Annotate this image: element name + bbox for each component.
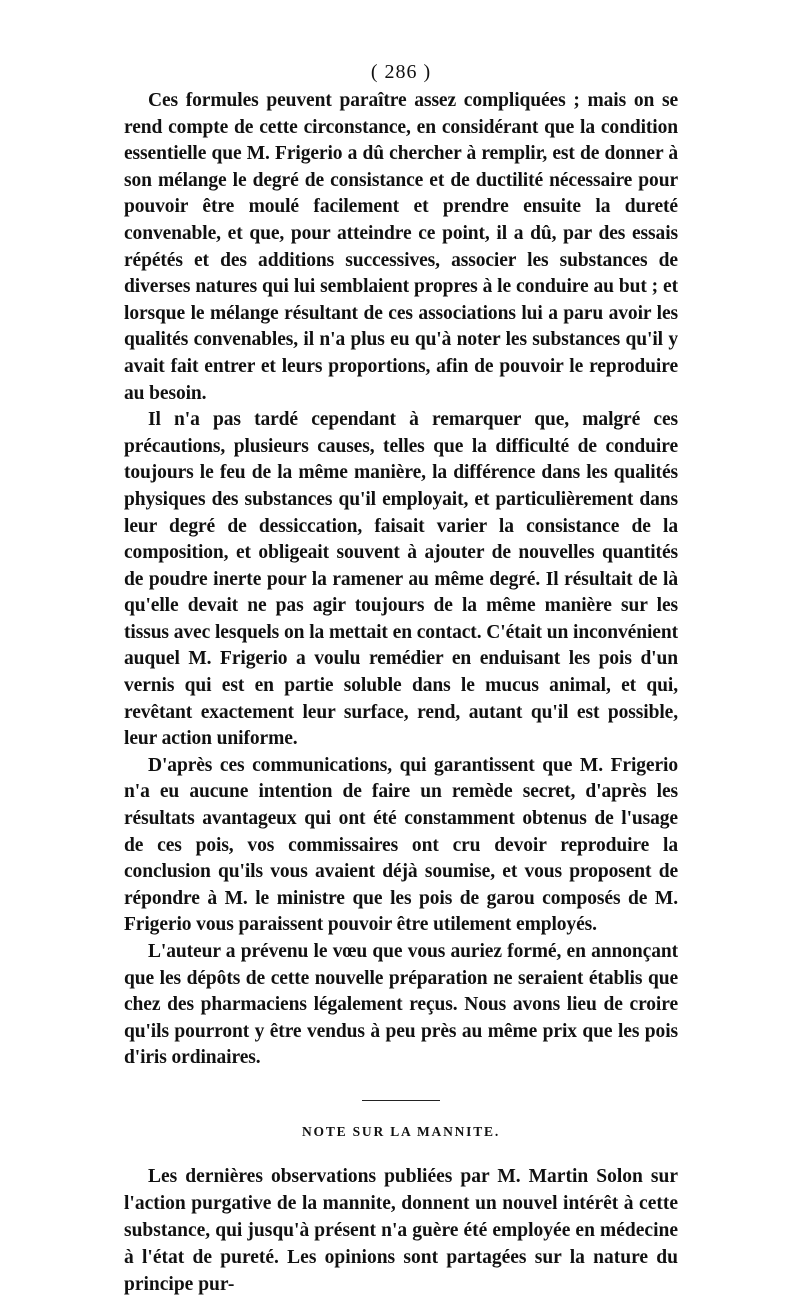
page-number: ( 286 ) [370,61,432,83]
paragraph-2: Il n'a pas tardé cependant à remarquer que, malgré ces précautions, plusieurs causes, telles que la difficulté de conduire toujours le feu de la même manière, la différence dans les qualités physiques des substances qu'il employait, et particulièrement dans leur degré de dessiccation, faisait varier la consistance de la composition, et obligeait souvent à ajouter de nouvelles quantités de poudre inerte pour la ramener au même degré. Il résultait de là qu'elle devait ne pas agir toujours de la même manière sur les tissus avec lesquels on la mettait en contact. C'était un inconvénient auquel M. Frigerio a voulu remédier en enduisant les pois d'un vernis qui est en partie soluble dans le mucus animal, et qui, revêtant exactement leur surface, rend, autant qu'il est possible, leur action uniforme. [124,409,678,750]
paragraph-3: D'après ces communications, qui garantissent que M. Frigerio n'a eu aucune intention de faire un remède secret, d'après les résultats avantageux qui ont été constamment obtenus de l'usage de ces pois, vos commissaires ont cru devoir reproduire la conclusion qu'ils vous avaient déjà soumise, et vous proposent de répondre à M. le ministre que les pois de garou composés de M. Frigerio vous paraissent pouvoir être utilement employés. [124,754,678,936]
section-paragraph-1: Les dernières observations publiées par M. Martin Solon sur l'action purgative de la mannite, donnent un nouvel intérêt à cette substance, qui jusqu'à présent n'a guère été employée en médecine à l'état de pureté. Les opinions sont partagées sur la nature du principe pur- [124,1165,678,1295]
section-title: NOTE SUR LA MANNITE. [301,1123,501,1139]
report-body [124,88,678,1072]
paragraph-1: Ces formules peuvent paraître assez compliquées ; mais on se rend compte de cette circonstance, en considérant que la condition essentielle que M. Frigerio a dû chercher à remplir, est de donner à son mélange le degré de consistance et de ductilité nécessaire pour pouvoir être moulé facilement et prendre ensuite la dureté convenable, et que, pour atteindre ce point, il a dû, par des essais répétés et des additions successives, associer les substances de diverses natures qui lui semblaient propres à le conduire au but ; et lorsque le mélange résultant de ces associations lui a paru avoir les qualités convenables, il n'a plus eu qu'à noter les substances qu'il y avait fait entrer et leurs proportions, afin de pouvoir le reproduire au besoin. [124,90,678,404]
paragraph-4: L'auteur a prévenu le vœu que vous auriez formé, en annonçant que les dépôts de cette nouvelle préparation ne seraient établis que chez des pharmaciens légalement reçus. Nous avons lieu de croire qu'ils pourront y être vendus à peu près au même prix que les pois d'iris ordinaires. [124,941,678,1069]
section-body [124,1163,678,1298]
section-divider [362,1100,440,1101]
